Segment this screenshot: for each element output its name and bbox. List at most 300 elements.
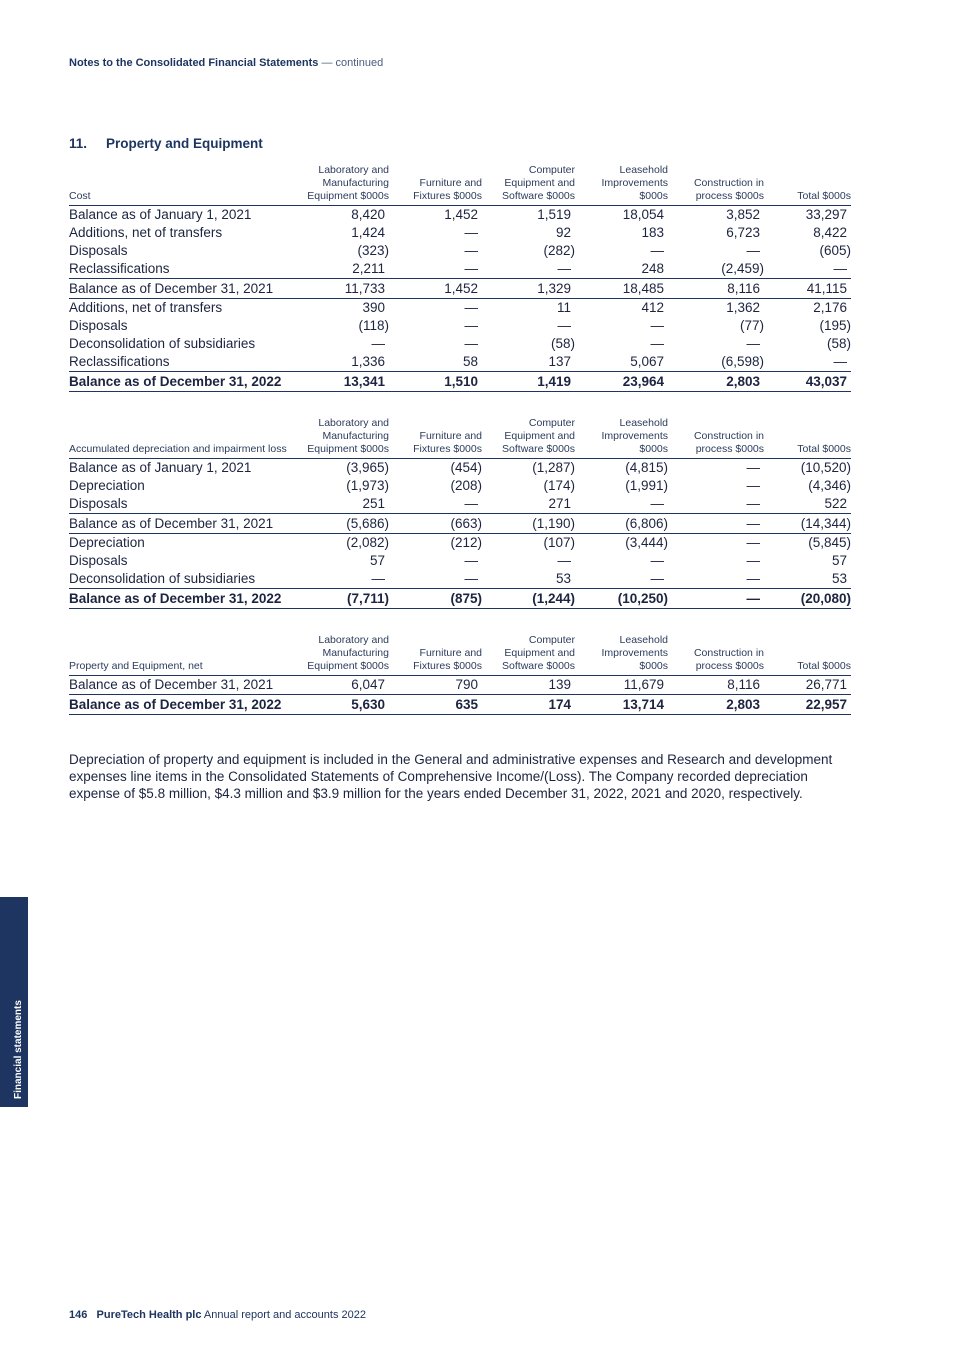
cell-value	[304, 570, 389, 589]
cell-value	[575, 299, 668, 318]
cell-value	[575, 242, 668, 260]
table-row	[69, 695, 851, 715]
cell-value	[304, 372, 389, 392]
page-number: 146	[69, 1309, 88, 1321]
col-header-lab: Laboratory and Manufacturing Equipment $000s	[307, 164, 389, 202]
cell-value	[575, 552, 668, 570]
cell-text: —	[746, 336, 760, 351]
cost-header-row	[69, 164, 851, 206]
table-row	[69, 495, 851, 514]
cell-text: 92	[555, 225, 571, 240]
cell-value	[389, 514, 482, 534]
cell-text: 8,422	[813, 225, 847, 240]
header-suffix: — continued	[321, 57, 384, 69]
cell-value	[764, 514, 851, 534]
cost-heading: Cost	[69, 190, 91, 202]
table-row	[69, 242, 851, 260]
net-heading: Property and Equipment, net	[69, 660, 203, 672]
cell-text: —	[746, 515, 760, 531]
row-label: Depreciation	[69, 478, 145, 493]
cell-value	[575, 695, 668, 715]
cell-value	[668, 335, 764, 353]
cell-value	[389, 206, 482, 225]
cell-text: 8,420	[351, 207, 385, 222]
cell-value	[304, 589, 389, 609]
cell-value	[575, 224, 668, 242]
row-label: Balance as of January 1, 2021	[69, 207, 252, 222]
cell-text: —	[746, 535, 760, 550]
cell-value	[764, 695, 851, 715]
cell-text: (2,459)	[721, 261, 764, 276]
cell-value	[575, 459, 668, 478]
net-table	[69, 634, 851, 715]
cell-value	[764, 224, 851, 242]
cell-value	[482, 279, 575, 299]
depreciation-table	[69, 417, 851, 609]
cell-text: (5,845)	[808, 535, 851, 550]
cell-value	[668, 372, 764, 392]
running-header	[69, 57, 383, 69]
row-label: Disposals	[69, 553, 128, 568]
row-label: Balance as of December 31, 2021	[69, 279, 304, 299]
table-row	[69, 206, 851, 225]
side-tab[interactable]	[0, 897, 28, 1107]
cell-value	[668, 495, 764, 514]
col-header-construction: Construction in process $000s	[693, 177, 764, 202]
cell-value	[668, 242, 764, 260]
cell-value	[389, 353, 482, 372]
page-footer	[69, 1309, 366, 1321]
cell-text: 33,297	[805, 207, 847, 222]
cell-value	[389, 534, 482, 553]
cell-text: 26,771	[805, 677, 847, 692]
cell-text: 174	[548, 696, 571, 712]
cell-text: (1,244)	[532, 590, 575, 606]
table-row	[69, 589, 851, 609]
cell-text: —	[557, 261, 571, 276]
cell-text: 2,211	[352, 261, 385, 276]
col-header-total: Total $000s	[797, 660, 851, 672]
cell-text: 18,485	[622, 280, 664, 296]
cell-text: (14,344)	[800, 515, 851, 531]
col-header-total: Total $000s	[797, 443, 851, 455]
cell-value	[764, 206, 851, 225]
row-label: Balance as of December 31, 2022	[69, 695, 304, 715]
cell-value	[575, 477, 668, 495]
cell-text: (10,520)	[800, 460, 851, 475]
cell-value	[304, 552, 389, 570]
cell-text: 390	[362, 300, 385, 315]
cell-text: —	[464, 496, 478, 511]
cell-text: (3,965)	[346, 460, 389, 475]
cell-value	[389, 372, 482, 392]
cell-text: —	[464, 318, 478, 333]
table-row	[69, 224, 851, 242]
company-name: PureTech Health plc	[96, 1309, 202, 1321]
cell-text: —	[650, 553, 664, 568]
cell-value	[575, 317, 668, 335]
cell-text: —	[650, 571, 664, 586]
cell-value	[304, 495, 389, 514]
col-header-leasehold: Leasehold Improvements $000s	[601, 417, 668, 455]
cell-text: 412	[641, 300, 664, 315]
cell-value	[304, 317, 389, 335]
header-title: Notes to the Consolidated Financial Statements	[69, 57, 319, 69]
cell-value	[764, 260, 851, 279]
cell-value	[389, 552, 482, 570]
cell-value	[304, 260, 389, 279]
cell-text: 11	[556, 300, 571, 315]
table-row	[69, 317, 851, 335]
cell-text: (875)	[450, 590, 482, 606]
cell-value	[575, 676, 668, 695]
cell-text: —	[746, 460, 760, 475]
cell-value	[764, 459, 851, 478]
cell-value	[304, 299, 389, 318]
table-row	[69, 514, 851, 534]
cell-value	[764, 279, 851, 299]
cell-value	[575, 589, 668, 609]
cell-text: —	[371, 336, 385, 351]
cell-value	[575, 206, 668, 225]
cell-text: (107)	[543, 535, 575, 550]
cell-value	[764, 335, 851, 353]
cell-value	[668, 299, 764, 318]
cell-text: (454)	[450, 460, 482, 475]
row-label: Reclassifications	[69, 261, 170, 276]
cell-value	[482, 260, 575, 279]
cell-text: 53	[831, 571, 847, 586]
table-row	[69, 477, 851, 495]
cell-value	[482, 224, 575, 242]
row-label: Balance as of December 31, 2021	[69, 677, 274, 692]
cell-text: 11,679	[623, 677, 664, 692]
cell-text: —	[650, 496, 664, 511]
cell-value	[668, 477, 764, 495]
cell-value	[482, 695, 575, 715]
cell-value	[764, 495, 851, 514]
cell-value	[668, 534, 764, 553]
cell-value	[389, 477, 482, 495]
cell-text: 8,116	[727, 677, 760, 692]
cell-value	[304, 206, 389, 225]
cell-value	[764, 353, 851, 372]
cell-value	[668, 317, 764, 335]
cell-text: 1,362	[726, 300, 760, 315]
cell-value	[575, 279, 668, 299]
cell-value	[304, 353, 389, 372]
col-header-computer: Computer Equipment and Software $000s	[502, 164, 575, 202]
cell-text: (2,082)	[346, 535, 389, 550]
cell-value	[482, 552, 575, 570]
cell-text: —	[371, 571, 385, 586]
cell-value	[389, 317, 482, 335]
cell-text: 271	[548, 496, 571, 511]
cell-value	[668, 676, 764, 695]
cell-text: (282)	[543, 243, 575, 258]
cell-value	[389, 676, 482, 695]
cell-text: 6,723	[726, 225, 760, 240]
cell-text: (1,190)	[532, 515, 575, 531]
cell-text: (323)	[357, 243, 389, 258]
cell-text: —	[464, 553, 478, 568]
cell-value	[764, 372, 851, 392]
table-row	[69, 260, 851, 279]
cost-table	[69, 164, 851, 392]
cell-value	[668, 552, 764, 570]
row-label: Additions, net of transfers	[69, 300, 223, 315]
cell-value	[668, 279, 764, 299]
cell-text: —	[746, 496, 760, 511]
cell-value	[304, 676, 389, 695]
cell-value	[389, 242, 482, 260]
cell-value	[668, 260, 764, 279]
section-title	[69, 136, 263, 151]
table-row	[69, 534, 851, 553]
cell-text: —	[464, 261, 478, 276]
col-header-leasehold: Leasehold Improvements $000s	[601, 634, 668, 672]
table-row	[69, 570, 851, 589]
col-header-leasehold: Leasehold Improvements $000s	[601, 164, 668, 202]
table-row	[69, 299, 851, 318]
cell-text: 251	[362, 496, 385, 511]
cell-value	[482, 299, 575, 318]
cell-text: —	[557, 318, 571, 333]
cell-value	[764, 589, 851, 609]
cell-value	[482, 514, 575, 534]
cell-value	[764, 676, 851, 695]
table-row	[69, 372, 851, 392]
col-header-construction: Construction in process $000s	[693, 430, 764, 455]
cell-text: 13,341	[343, 373, 385, 389]
col-header-furniture: Furniture and Fixtures $000s	[413, 177, 482, 202]
cell-text: —	[833, 261, 847, 276]
cell-value	[668, 353, 764, 372]
cell-value	[304, 335, 389, 353]
cell-text: (1,287)	[532, 460, 575, 475]
cell-value	[389, 459, 482, 478]
cell-value	[764, 242, 851, 260]
cell-text: 2,176	[813, 300, 847, 315]
cell-text: 1,424	[351, 225, 385, 240]
cell-text: 41,115	[806, 280, 847, 296]
cell-text: (10,250)	[617, 590, 668, 606]
cell-text: 58	[462, 354, 478, 369]
cell-value	[575, 514, 668, 534]
cell-text: 1,419	[537, 373, 571, 389]
row-label: Disposals	[69, 243, 128, 258]
cell-value	[389, 335, 482, 353]
cell-text: 3,852	[726, 207, 760, 222]
cell-text: 1,336	[351, 354, 385, 369]
cell-value	[482, 676, 575, 695]
cell-text: 2,803	[726, 373, 760, 389]
cell-text: —	[650, 318, 664, 333]
cell-text: 57	[831, 553, 847, 568]
cell-text: 6,047	[351, 677, 385, 692]
cell-value	[482, 495, 575, 514]
table-row	[69, 552, 851, 570]
cell-value	[304, 514, 389, 534]
table-row	[69, 335, 851, 353]
cell-text: 11,733	[344, 280, 385, 296]
cell-text: 790	[455, 677, 478, 692]
col-header-furniture: Furniture and Fixtures $000s	[413, 430, 482, 455]
cell-value	[764, 477, 851, 495]
table-row	[69, 353, 851, 372]
table-row	[69, 676, 851, 695]
cell-value	[764, 534, 851, 553]
cell-text: —	[650, 336, 664, 351]
section-title-text: Property and Equipment	[106, 136, 263, 151]
cell-text: 248	[641, 261, 664, 276]
cell-text: —	[464, 243, 478, 258]
cell-value	[304, 279, 389, 299]
col-header-computer: Computer Equipment and Software $000s	[502, 634, 575, 672]
net-header-row	[69, 634, 851, 676]
cell-text: 1,452	[444, 207, 478, 222]
cell-text: 23,964	[622, 373, 664, 389]
cell-value	[482, 534, 575, 553]
cell-value	[482, 242, 575, 260]
col-header-computer: Computer Equipment and Software $000s	[502, 417, 575, 455]
cell-value	[482, 477, 575, 495]
cell-text: (58)	[550, 336, 575, 351]
cell-value	[668, 695, 764, 715]
cell-text: —	[746, 553, 760, 568]
cell-text: 183	[641, 225, 664, 240]
cell-value	[575, 372, 668, 392]
cell-text: 635	[455, 696, 478, 712]
col-header-furniture: Furniture and Fixtures $000s	[413, 647, 482, 672]
document-name: Annual report and accounts 2022	[203, 1309, 366, 1321]
cell-value	[389, 695, 482, 715]
cell-value	[764, 317, 851, 335]
cell-text: 13,714	[622, 696, 664, 712]
cell-text: (1,991)	[625, 478, 668, 493]
cell-value	[389, 299, 482, 318]
cell-text: (195)	[819, 318, 851, 333]
cell-text: (6,598)	[721, 354, 764, 369]
row-label: Disposals	[69, 318, 128, 333]
row-label: Depreciation	[69, 535, 145, 550]
cell-text: —	[746, 571, 760, 586]
cell-value	[764, 552, 851, 570]
row-label: Reclassifications	[69, 354, 170, 369]
col-header-lab: Laboratory and Manufacturing Equipment $000s	[307, 634, 389, 672]
table-row	[69, 279, 851, 299]
cell-value	[304, 224, 389, 242]
cell-text: 18,054	[622, 207, 664, 222]
cell-value	[389, 224, 482, 242]
cell-value	[575, 353, 668, 372]
cell-text: (77)	[739, 318, 764, 333]
cell-value	[304, 459, 389, 478]
cell-value	[389, 279, 482, 299]
row-label: Balance as of December 31, 2022	[69, 589, 304, 609]
cost-body	[69, 206, 851, 392]
cell-text: —	[650, 243, 664, 258]
cell-text: (605)	[819, 243, 851, 258]
cell-value	[668, 206, 764, 225]
cell-text: —	[833, 354, 847, 369]
cell-value	[575, 495, 668, 514]
cell-text: 57	[369, 553, 385, 568]
cell-value	[304, 534, 389, 553]
cell-text: (4,815)	[625, 460, 668, 475]
cell-value	[389, 495, 482, 514]
cell-text: —	[746, 478, 760, 493]
col-header-construction: Construction in process $000s	[693, 647, 764, 672]
cell-text: (208)	[450, 478, 482, 493]
row-label: Balance as of December 31, 2022	[69, 372, 304, 392]
cell-value	[482, 353, 575, 372]
cell-text: (5,686)	[346, 515, 389, 531]
cell-value	[304, 695, 389, 715]
cell-text: 43,037	[805, 373, 847, 389]
cell-text: (7,711)	[346, 590, 389, 606]
cell-text: (3,444)	[625, 535, 668, 550]
cell-text: —	[464, 571, 478, 586]
cell-text: 137	[548, 354, 571, 369]
cell-text: (663)	[450, 515, 482, 531]
cell-text: —	[464, 225, 478, 240]
depreciation-body	[69, 459, 851, 609]
cell-value	[575, 570, 668, 589]
depreciation-header-row	[69, 417, 851, 459]
cell-text: 5,630	[351, 696, 385, 712]
depreciation-heading: Accumulated depreciation and impairment loss	[69, 443, 287, 455]
cell-value	[482, 589, 575, 609]
cell-text: —	[464, 336, 478, 351]
cell-text: (174)	[543, 478, 575, 493]
cell-value	[668, 459, 764, 478]
cell-value	[668, 589, 764, 609]
cell-text: (118)	[358, 318, 389, 333]
cell-text: (1,973)	[346, 478, 389, 493]
cell-text: 5,067	[630, 354, 664, 369]
cell-text: (212)	[450, 535, 482, 550]
row-label: Deconsolidation of subsidiaries	[69, 336, 256, 351]
cell-value	[482, 372, 575, 392]
cell-value	[389, 589, 482, 609]
cell-value	[668, 224, 764, 242]
row-label: Deconsolidation of subsidiaries	[69, 571, 256, 586]
net-body	[69, 676, 851, 715]
cell-text: 8,116	[727, 280, 760, 296]
cell-value	[304, 477, 389, 495]
cell-value	[575, 260, 668, 279]
cell-value	[668, 514, 764, 534]
col-header-lab: Laboratory and Manufacturing Equipment $000s	[307, 417, 389, 455]
cell-value	[482, 317, 575, 335]
cell-value	[764, 570, 851, 589]
cell-text: —	[746, 243, 760, 258]
cell-value	[764, 299, 851, 318]
cell-value	[575, 534, 668, 553]
cell-value	[389, 570, 482, 589]
cell-value	[482, 570, 575, 589]
cell-text: 53	[555, 571, 571, 586]
cell-text: (58)	[826, 336, 851, 351]
cell-text: 522	[824, 496, 847, 511]
cell-value	[304, 242, 389, 260]
cell-value	[482, 335, 575, 353]
col-header-total: Total $000s	[797, 190, 851, 202]
cell-text: 1,329	[537, 280, 571, 296]
row-label: Additions, net of transfers	[69, 225, 223, 240]
cell-text: (6,806)	[625, 515, 668, 531]
